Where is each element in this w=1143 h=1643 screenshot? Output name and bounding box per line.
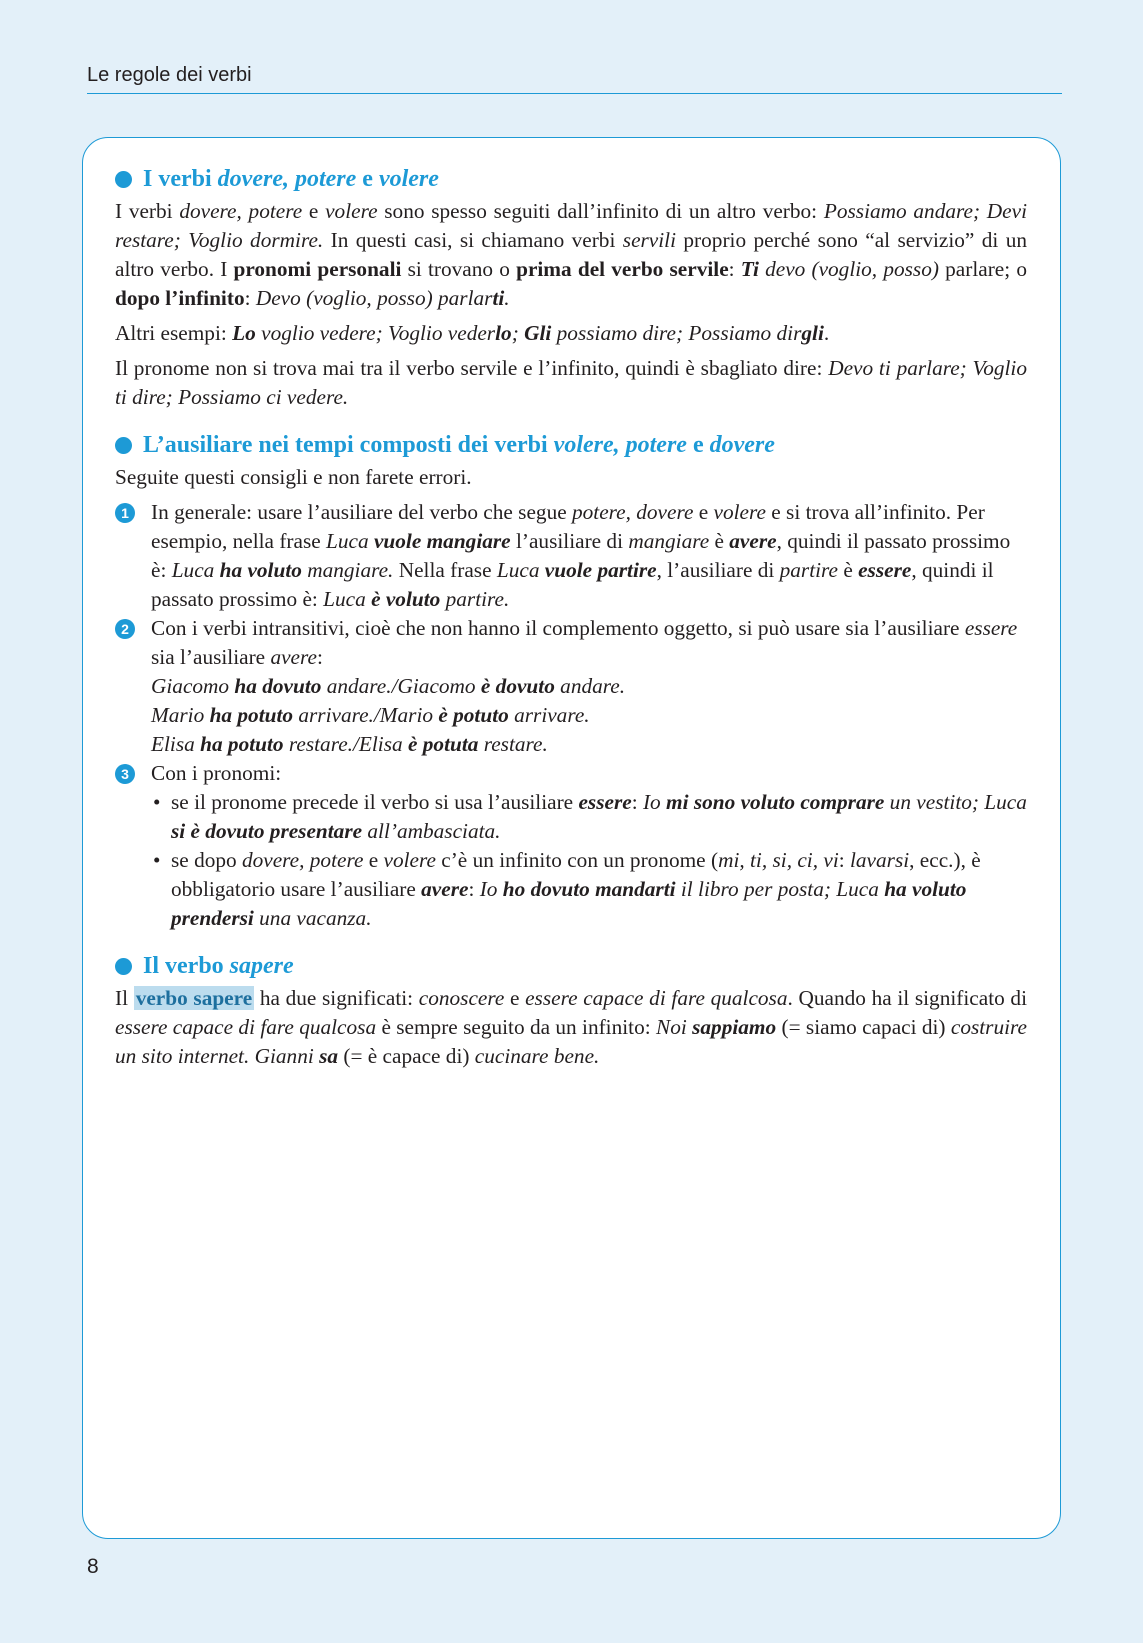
section-heading-sapere xyxy=(115,951,1027,981)
bullet-icon: • xyxy=(153,790,161,814)
bullet-dot-icon xyxy=(115,958,132,975)
number-1-icon: 1 xyxy=(115,503,135,523)
number-3-icon: 3 xyxy=(115,764,135,784)
paragraph: Il verbo sapere ha due significati: conoscere e essere capace di fare qualcosa. Quando ha il significato di essere capace di fare qualcosa è sempre seguito da un infinito: Noi sappiamo (= siamo capaci di) costruire un sito internet. Gianni sa (= è capace di) cucinare bene. xyxy=(115,986,1027,1068)
numbered-item-3: 3 Con i pronomi: • se il pronome precede il verbo si usa l’ausiliare essere: Io mi sono voluto comprare un vestito; Luca si è dovuto presentare all’ambasciata. • se dopo dovere, potere e volere c’è un infinito con un pronome (mi, ti, si, ci, vi: lavarsi, ecc.), è obbligatorio usare l’ausiliare avere: Io ho dovuto mandarti il libro per posta; Luca ha voluto prendersi una vacanza. xyxy=(115,759,1027,933)
highlighted-term: verbo sapere xyxy=(135,986,253,1010)
content xyxy=(115,164,1027,1077)
paragraph: I verbi dovere, potere e volere sono spesso seguiti dall’infinito di un altro verbo: Possiamo andare; Devi restare; Voglio dormire. In questi casi, si chiamano verbi servili proprio perché sono “al servizio” di un altro verbo. I pronomi personali si trovano o prima del verbo servile: Ti devo (voglio, posso) parlare; o dopo l’infinito: Devo (voglio, posso) parlarti. xyxy=(115,199,1027,310)
paragraph: Il pronome non si trova mai tra il verbo servile e l’infinito, quindi è sbagliato dire: Devo ti parlare; Voglio ti dire; Possiamo ci vedere. xyxy=(115,356,1027,409)
page-number: 8 xyxy=(87,1555,99,1578)
bullet-item: • se il pronome precede il verbo si usa l’ausiliare essere: Io mi sono voluto comprare un vestito; Luca si è dovuto presentare all’ambasciata. xyxy=(153,790,1027,843)
bullet-icon: • xyxy=(153,848,161,872)
paragraph: Altri esempi: Lo voglio vedere; Voglio vederlo; Gli possiamo dire; Possiamo dirgli. xyxy=(115,321,830,345)
intro-text: Seguite questi consigli e non farete errori. xyxy=(115,465,472,489)
heading-text: L’ausiliare nei tempi composti dei verbi volere, potere e dovere xyxy=(143,432,775,458)
section-heading-modal-verbs xyxy=(115,164,1027,194)
running-head: Le regole dei verbi xyxy=(87,64,252,86)
numbered-item-2: 2 Con i verbi intransitivi, cioè che non hanno il complemento oggetto, si può usare sia l’ausiliare essere sia l’ausiliare avere: Giacomo ha dovuto andare./Giacomo è dovuto andare. Mario ha potuto arrivare./Mario è potuto arrivare. Elisa ha potuto restare./Elisa è potuta restare. xyxy=(115,614,1027,759)
bullet-item: • se dopo dovere, potere e volere c’è un infinito con un pronome (mi, ti, si, ci, vi: lavarsi, ecc.), è obbligatorio usare l’ausiliare avere: Io ho dovuto mandarti il libro per posta; Luca ha voluto prendersi una vacanza. xyxy=(153,848,981,930)
bullet-dot-icon xyxy=(115,171,132,188)
heading-text: Il verbo sapere xyxy=(143,953,294,979)
header-rule xyxy=(87,93,1062,94)
section-heading-auxiliary xyxy=(115,430,1027,460)
heading-text: I verbi dovere, potere e volere xyxy=(143,166,439,192)
bullet-dot-icon xyxy=(115,437,132,454)
number-2-icon: 2 xyxy=(115,619,135,639)
numbered-item-1: 1 In generale: usare l’ausiliare del verbo che segue potere, dovere e volere e si trova all’infinito. Per esempio, nella frase Luca vuole mangiare l’ausiliare di mangiare è avere, quindi il passato prossimo è: Luca ha voluto mangiare. Nella frase Luca vuole partire, l’ausiliare di partire è essere, quindi il passato prossimo è: Luca è voluto partire. xyxy=(115,498,1027,614)
